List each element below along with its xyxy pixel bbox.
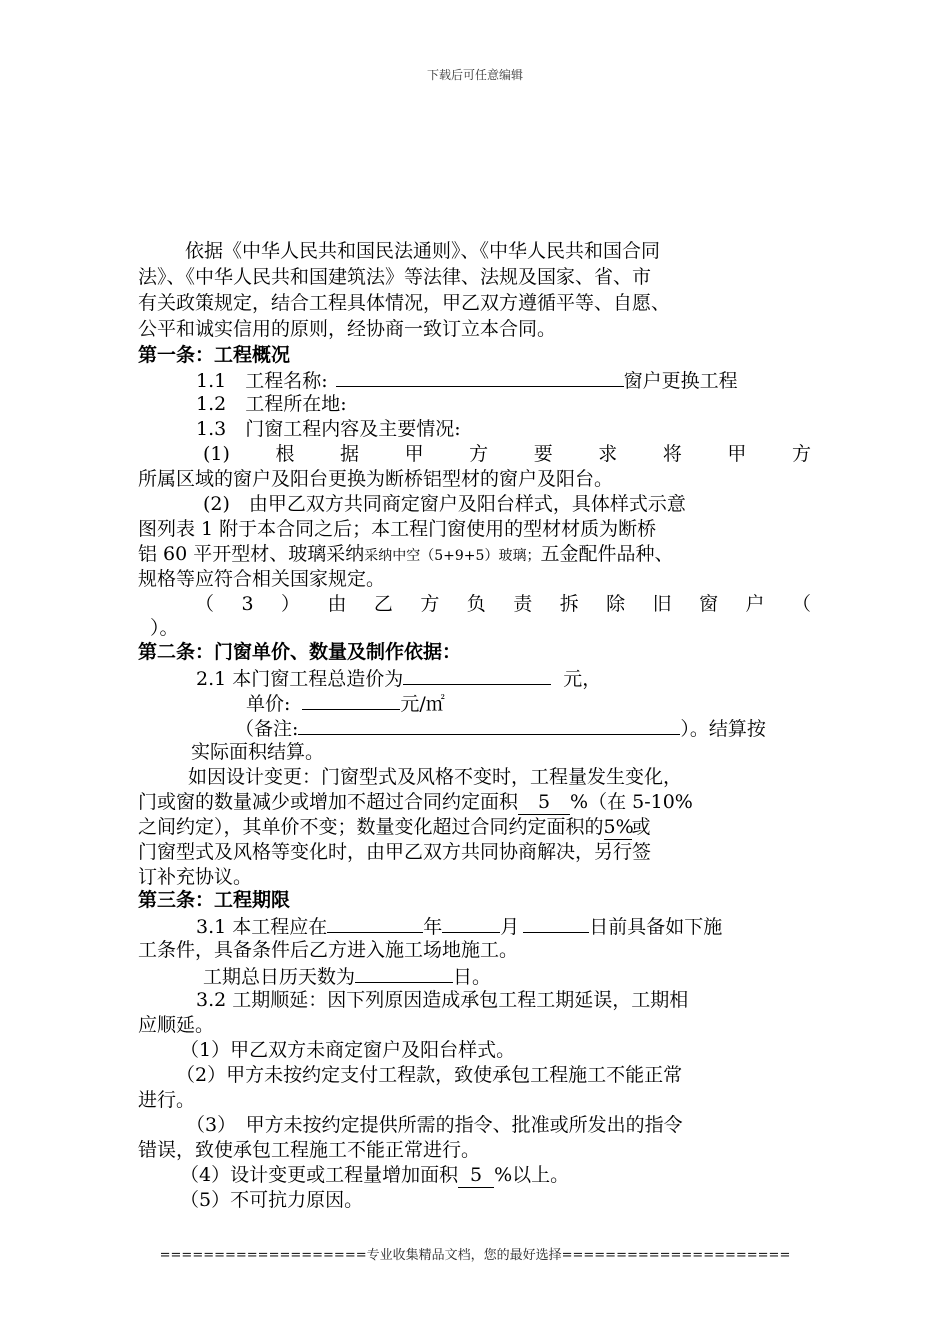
change-line-3: 之间约定），其单价不变；数量变化超过合同约定面积的5%或 bbox=[138, 816, 651, 838]
unit-price-blank bbox=[302, 691, 400, 710]
intro-line-1: 依据《中华人民共和国民法通则》、《中华人民共和国合同 bbox=[185, 240, 661, 262]
reason-4: （4）设计变更或工程量增加面积 5 %以上。 bbox=[180, 1164, 570, 1186]
page-header: 下载后可任意编辑 bbox=[426, 68, 523, 82]
reason-2-line-2: 进行。 bbox=[138, 1089, 196, 1111]
unit-price-line: 单价: 元/㎡ bbox=[246, 693, 445, 715]
item-1-3-p3-line-1: （ 3 ） 由 乙 方 负 责 拆 除 旧 窗 户 （ bbox=[195, 593, 811, 615]
item-2-1-settlement: 实际面积结算。 bbox=[191, 741, 325, 763]
item-1-3-p3-line-2: ）。 bbox=[150, 617, 179, 639]
item-1-3: 1.3 门窗工程内容及主要情况: bbox=[196, 418, 461, 440]
area-percent-value-2: 5% bbox=[603, 816, 634, 838]
intro-line-3: 有关政策规定，结合工程具体情况，甲乙双方遵循平等、自愿、 bbox=[138, 292, 671, 314]
reason-3-line-2: 错误，致使承包工程施工不能正常进行。 bbox=[138, 1139, 481, 1161]
item-1-1-label: 1.1 工程名称: bbox=[196, 370, 328, 392]
item-3-1-duration: 工期总日历天数为 日。 bbox=[203, 966, 492, 988]
item-1-3-p2-line-4: 规格等应符合相关国家规定。 bbox=[138, 568, 386, 590]
duration-days-blank bbox=[355, 964, 453, 983]
item-1-1 bbox=[196, 368, 738, 393]
change-line-1: 如因设计变更：门窗型式及风格不变时，工程量发生变化， bbox=[188, 766, 683, 788]
item-1-2: 1.2 工程所在地: bbox=[196, 393, 347, 415]
year-blank bbox=[327, 914, 423, 933]
reason-2-line-1: （2）甲方未按约定支付工程款，致使承包工程施工不能正常 bbox=[176, 1064, 683, 1086]
remark-blank bbox=[298, 716, 680, 735]
day-blank bbox=[523, 914, 589, 933]
item-1-3-p2-line-2: 图列表 1 附于本合同之后；本工程门窗使用的型材材质为断桥 bbox=[138, 518, 657, 540]
intro-line-2: 法》、《中华人民共和国建筑法》等法律、法规及国家、省、市 bbox=[138, 266, 652, 288]
page-footer: ===================专业收集精品文档，您的最好选择===================== bbox=[159, 1248, 791, 1263]
remark-line: （备注: ）。结算按 bbox=[235, 718, 766, 740]
total-price-blank bbox=[403, 666, 551, 685]
reason-5: （5）不可抗力原因。 bbox=[180, 1189, 364, 1211]
item-3-2-line-1: 3.2 工期顺延：因下列原因造成承包工程工期延误，工期相 bbox=[196, 989, 689, 1011]
item-1-3-p2-line-1: (2) 由甲乙双方共同商定窗户及阳台样式，具体样式示意 bbox=[203, 493, 686, 515]
item-3-1-line-1: 3.1 本工程应在 年 月 日前具备如下施 bbox=[196, 916, 723, 938]
area-increase-value: 5 bbox=[458, 1164, 494, 1188]
reason-3-line-1: （3） 甲方未按约定提供所需的指令、批准或所发出的指令 bbox=[186, 1114, 683, 1136]
item-1-1-value: 窗户更换工程 bbox=[623, 370, 738, 392]
item-1-3-p2-line-3: 铝 60 平开型材、玻璃采纳采纳中空（5+9+5）玻璃；五金配件品种、 bbox=[138, 543, 674, 565]
reason-1: （1）甲乙双方未商定窗户及阳台样式。 bbox=[180, 1039, 516, 1061]
item-1-3-p1-line-2: 所属区域的窗户及阳台更换为断桥铝型材的窗户及阳台。 bbox=[138, 468, 614, 490]
section-3-title: 第三条：工程期限 bbox=[138, 889, 291, 911]
change-line-5: 订补充协议。 bbox=[138, 866, 253, 888]
intro-line-4: 公平和诚实信用的原则，经协商一致订立本合同。 bbox=[138, 318, 557, 340]
area-percent-value: 5 bbox=[518, 791, 570, 815]
month-blank bbox=[442, 914, 500, 933]
change-line-2: 门或窗的数量减少或增加不超过合同约定面积 5 %（在 5-10% bbox=[138, 791, 693, 813]
change-line-4: 门窗型式及风格等变化时，由甲乙双方共同协商解决，另行签 bbox=[138, 841, 652, 863]
item-3-2-line-2: 应顺延。 bbox=[138, 1014, 215, 1036]
item-1-3-p1-line-1: (1) 根 据 甲 方 要 求 将 甲 方 bbox=[203, 443, 811, 465]
section-2-title: 第二条：门窗单价、数量及制作依据： bbox=[138, 641, 462, 663]
section-1-title: 第一条：工程概况 bbox=[138, 344, 291, 366]
item-3-1-line-2: 工条件，具备条件后乙方进入施工场地施工。 bbox=[138, 939, 519, 961]
item-2-1: 2.1 本门窗工程总造价为 元， bbox=[196, 668, 602, 690]
project-name-blank bbox=[336, 368, 624, 387]
